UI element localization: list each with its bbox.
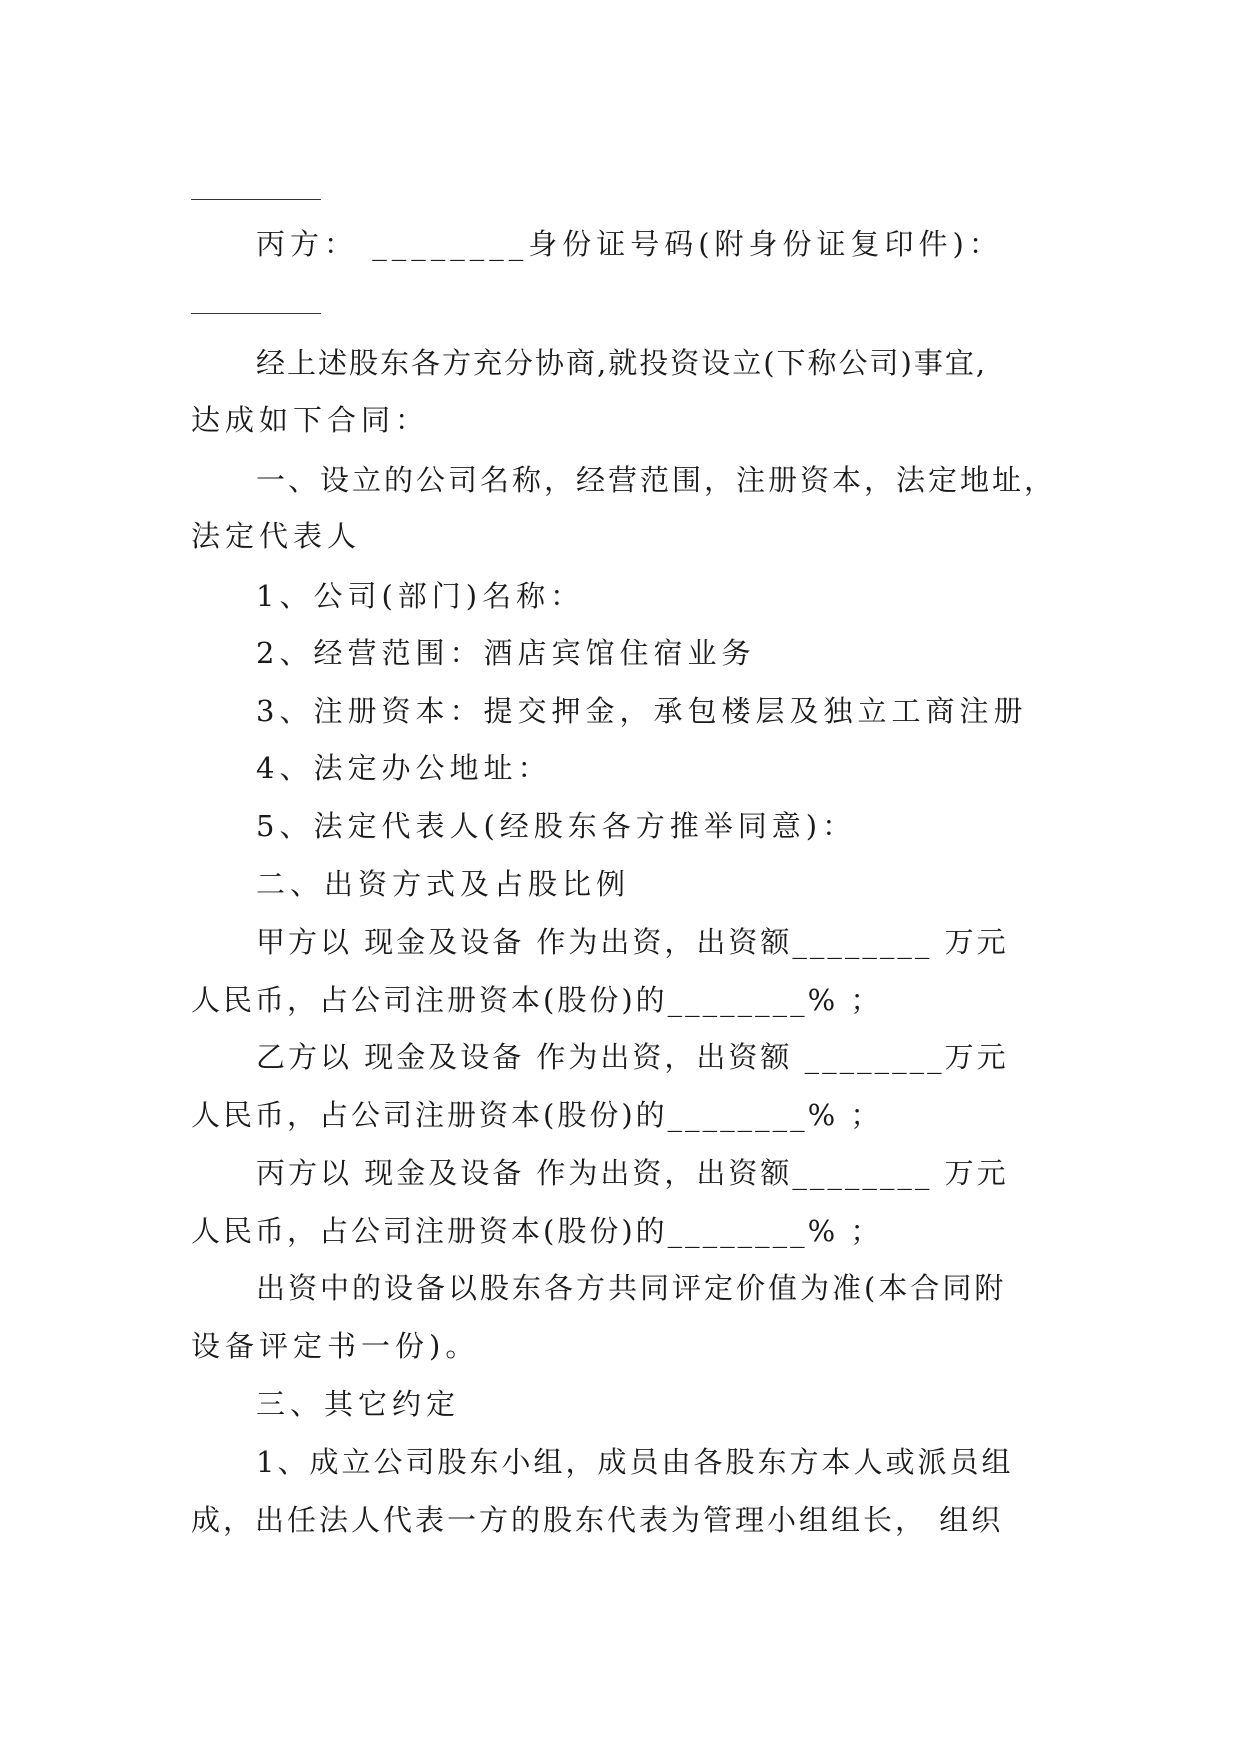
section-2-heading: 二、出资方式及占股比例: [256, 867, 631, 901]
item-legal-address: 4、法定办公地址：: [256, 751, 552, 785]
intro-paragraph-line-1: 经上述股东各方充分协商,就投资设立(下称公司)事宜,: [256, 346, 988, 380]
party-b-contribution-line-1: 乙方以 现金及设备 作为出资，出资额 ________万元: [256, 1040, 1009, 1074]
item-legal-representative: 5、法定代表人(经股东各方推举同意)：: [256, 809, 857, 843]
party-c-contribution-line-2: 人民币，占公司注册资本(股份)的________% ；: [191, 1214, 883, 1248]
item-business-scope: 2、经营范围：酒店宾馆住宿业务: [256, 636, 756, 670]
party-b-contribution-line-2: 人民币，占公司注册资本(股份)的________% ；: [191, 1098, 883, 1132]
party-a-contribution-line-2: 人民币，占公司注册资本(股份)的________% ；: [191, 983, 883, 1017]
section-3-heading: 三、其它约定: [256, 1387, 461, 1421]
item-company-name: 1、公司(部门)名称：: [256, 579, 585, 613]
blank-line-second: [191, 313, 321, 314]
equipment-valuation-line-2: 设备评定书一份)。: [191, 1329, 480, 1363]
shareholder-group-line-1: 1、成立公司股东小组，成员由各股东方本人或派员组: [256, 1445, 1014, 1479]
party-c-id-line: 丙方： ________身份证号码(附身份证复印件)：: [256, 227, 1003, 261]
item-registered-capital: 3、注册资本：提交押金，承包楼层及独立工商注册: [256, 694, 1028, 728]
blank-line-top: [191, 199, 321, 200]
intro-paragraph-line-2: 达成如下合同：: [191, 403, 430, 437]
equipment-valuation-line-1: 出资中的设备以股东各方共同评定价值为准(本合同附: [256, 1271, 1007, 1305]
party-a-contribution-line-1: 甲方以 现金及设备 作为出资，出资额________ 万元: [256, 925, 1009, 959]
section-1-heading-line-2: 法定代表人: [191, 519, 362, 553]
shareholder-group-line-2: 成，出任法人代表一方的股东代表为管理小组组长， 组织: [191, 1503, 1004, 1537]
section-1-heading-line-1: 一、设立的公司名称，经营范围，注册资本，法定地址，: [256, 463, 1057, 497]
party-c-contribution-line-1: 丙方以 现金及设备 作为出资，出资额________ 万元: [256, 1156, 1009, 1190]
